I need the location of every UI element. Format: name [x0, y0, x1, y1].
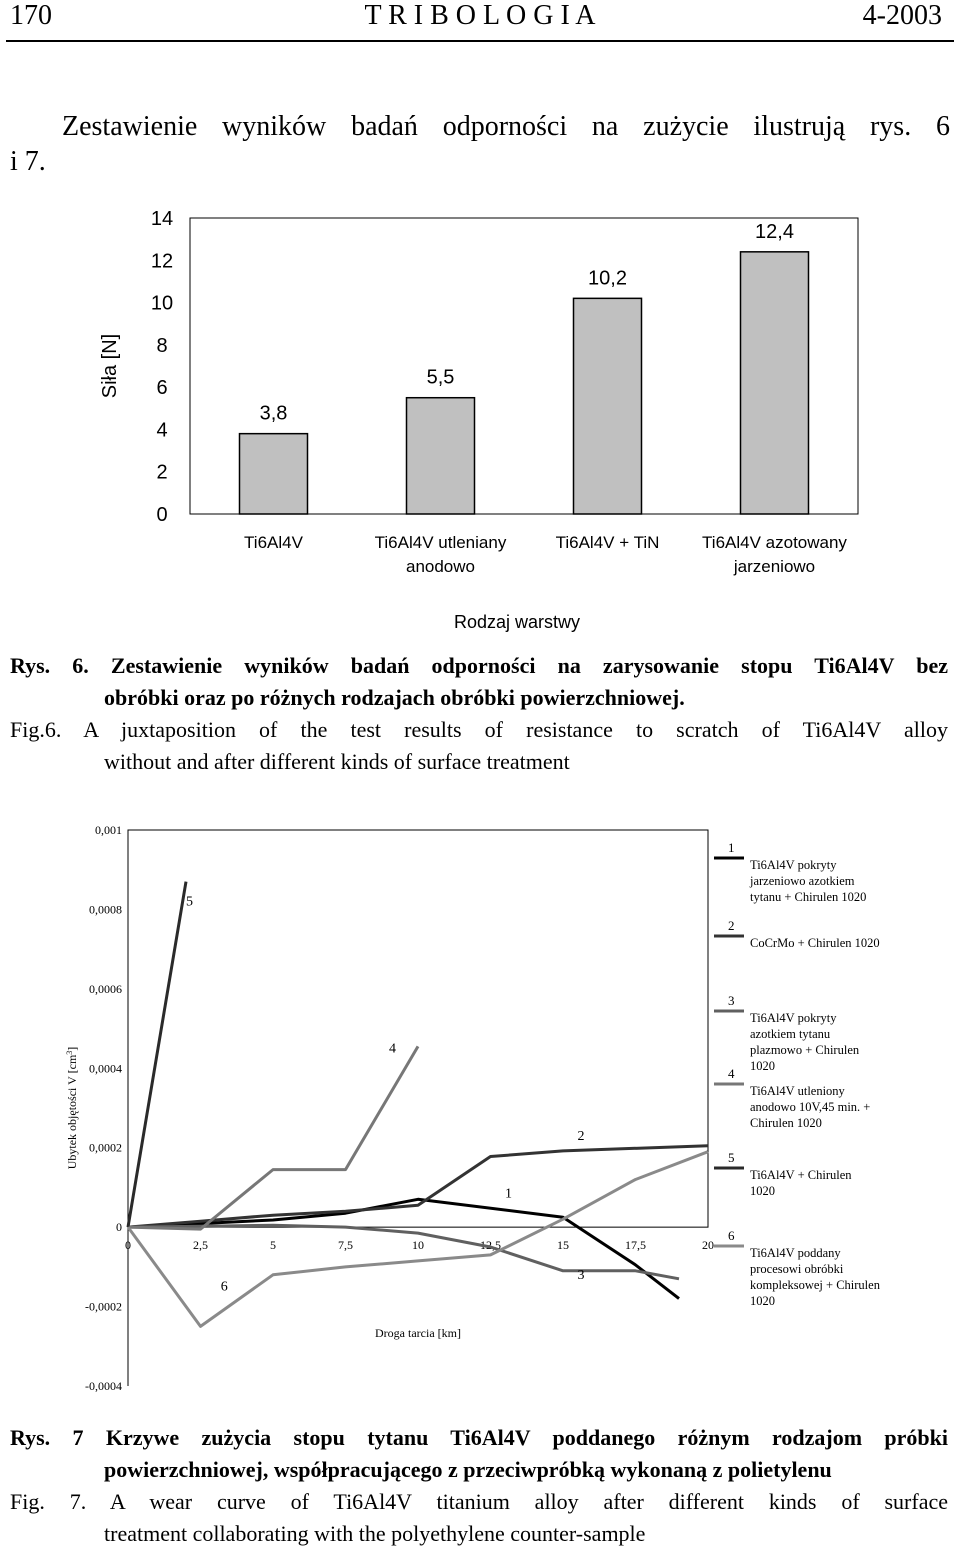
caption6-en-line1 [10, 714, 948, 746]
legend-label-3: Ti6Al4V pokryty [750, 1011, 837, 1025]
legend-label-6: Ti6Al4V poddany [750, 1246, 841, 1260]
legend-label-6: 1020 [750, 1294, 775, 1308]
bar [741, 252, 809, 514]
x-tick-label: anodowo [405, 557, 476, 576]
caption7-en-label: Fig. 7. [10, 1489, 87, 1514]
y-tick-label: 0,001 [95, 823, 122, 837]
legend-label-4: Chirulen 1020 [750, 1116, 822, 1130]
y-tick-label: 0,0008 [89, 902, 122, 917]
legend-label-5: Ti6Al4V + Chirulen [750, 1168, 852, 1182]
bar-value-label: 5,5 [426, 366, 455, 389]
caption7-pl-text1: Krzywe zużycia stopu tytanu Ti6Al4V poddanego różnym rodzajom próbki [105, 1425, 948, 1450]
x-tick-label: 20 [702, 1238, 714, 1253]
x-tick-label: 5 [270, 1238, 276, 1253]
legend-number-6: 6 [728, 1228, 735, 1243]
legend-label-1: Ti6Al4V pokryty [750, 858, 837, 872]
x-tick-label: 7,5 [338, 1238, 353, 1253]
caption6-pl-text1: Zestawienie wyników badań odporności na zarysowanie stopu Ti6Al4V bez [110, 653, 948, 678]
intro-line-1: Zestawienie wyników badań odporności na zużycie ilustrują rys. 6 [62, 111, 950, 142]
y-tick-label: -0,0004 [85, 1379, 122, 1393]
series-line-3 [128, 1225, 679, 1279]
legend-number-2: 2 [728, 918, 735, 933]
caption7-en-text1: A wear curve of Ti6Al4V titanium alloy after different kinds of surface [109, 1489, 949, 1514]
caption7-en-line2: treatment collaborating with the polyethylene counter-sample [104, 1521, 646, 1546]
caption7-pl-line2: powierzchniowej, współpracującego z przeciwpróbką wykonaną z polietylenu [104, 1457, 832, 1482]
series-line-5 [128, 882, 186, 1228]
bar-chart [0, 200, 960, 640]
line-chart [0, 810, 960, 1410]
curve-label-5: 5 [186, 894, 193, 910]
bar-value-label: 12,4 [755, 220, 794, 243]
y-tick-label: 4 [156, 419, 168, 442]
x-tick-label: 2,5 [193, 1238, 208, 1253]
legend-label-6: kompleksowej + Chirulen [750, 1278, 880, 1292]
legend-label-3: 1020 [750, 1059, 775, 1073]
figure-6-caption [10, 650, 948, 778]
legend-label-1: jarzeniowo azotkiem [750, 874, 855, 888]
curve-label-3: 3 [577, 1267, 585, 1283]
x-axis-label: Rodzaj warstwy [453, 612, 581, 632]
legend-label-2: CoCrMo + Chirulen 1020 [750, 936, 880, 950]
y-tick-label: 14 [150, 208, 174, 230]
caption6-pl-line2: obróbki oraz po różnych rodzajach obróbki powierzchniowej. [104, 685, 685, 710]
legend-label-4: Ti6Al4V utleniony [750, 1084, 845, 1098]
caption7-pl-label: Rys. 7 [10, 1425, 84, 1450]
legend-label-3: plazmowo + Chirulen [750, 1043, 860, 1057]
legend-label-1: tytanu + Chirulen 1020 [750, 890, 867, 904]
x-tick-label: 0 [125, 1238, 131, 1253]
y-axis-label: Ubytek objętości V $[cm^3]$ [64, 1046, 79, 1170]
x-tick-label: 10 [412, 1238, 424, 1253]
series-line-1 [128, 1199, 679, 1298]
series-line-4 [128, 1046, 418, 1229]
legend-number-5: 5 [728, 1150, 735, 1165]
x-tick-label: 17,5 [625, 1238, 646, 1253]
caption6-en-text1: A juxtaposition of the test results of resistance to scratch of Ti6Al4V alloy [83, 717, 948, 742]
bar [407, 398, 475, 514]
y-tick-label: 0,0002 [89, 1140, 122, 1155]
y-tick-label: 0 [116, 1220, 122, 1235]
caption6-en-label: Fig.6. [10, 717, 62, 742]
page-number: 170 [10, 0, 52, 31]
legend-label-6: procesowi obróbki [750, 1262, 844, 1276]
curve-label-4: 4 [389, 1041, 396, 1057]
y-tick-label: 6 [156, 377, 168, 400]
x-tick-label: 15 [557, 1238, 569, 1253]
header-rule [6, 40, 954, 42]
bar-value-label: 3,8 [259, 402, 288, 425]
legend-number-4: 4 [728, 1066, 735, 1081]
figure-7-caption [10, 1422, 948, 1550]
x-tick-label: Ti6Al4V + TiN [555, 533, 660, 552]
y-tick-label: 0,0004 [89, 1061, 122, 1076]
x-tick-label: jarzeniowo [733, 557, 816, 576]
y-tick-label: 0 [156, 504, 168, 526]
y-tick-label: 8 [156, 334, 168, 357]
legend-label-5: 1020 [750, 1184, 775, 1198]
caption6-en-line2: without and after different kinds of surface treatment [104, 749, 570, 774]
plot-frame [128, 830, 708, 1227]
x-axis-label: Droga tarcia [km] [375, 1326, 461, 1340]
legend-number-3: 3 [728, 993, 735, 1008]
legend-label-3: azotkiem tytanu [750, 1027, 831, 1041]
y-tick-label: 2 [156, 461, 168, 484]
caption6-pl-label: Rys. 6. [10, 653, 89, 678]
caption6-pl-line1 [10, 650, 948, 682]
bar-value-label: 10,2 [588, 267, 627, 290]
caption7-pl-line1 [10, 1422, 948, 1454]
y-tick-label: -0,0002 [85, 1299, 122, 1314]
y-tick-label: 12 [150, 250, 174, 273]
caption7-en-line1 [10, 1486, 948, 1518]
y-axis-label: Siła [N] [99, 333, 121, 399]
x-tick-label: Ti6Al4V azotowany [702, 533, 847, 552]
bar [240, 434, 308, 514]
curve-label-1: 1 [505, 1186, 512, 1202]
intro-line-2: i 7. [10, 146, 46, 177]
y-tick-label: 10 [150, 292, 174, 315]
legend-number-1: 1 [728, 840, 735, 855]
x-tick-label: 12,5 [480, 1238, 501, 1253]
journal-issue: 4-2003 [862, 0, 942, 31]
legend-label-4: anodowo 10V,45 min. + [750, 1100, 871, 1114]
curve-label-2: 2 [577, 1128, 585, 1144]
bar [574, 298, 642, 514]
y-tick-label: 0,0006 [89, 981, 122, 996]
x-tick-label: Ti6Al4V [244, 533, 303, 552]
journal-title: T R I B O L O G I A [364, 0, 596, 31]
x-tick-label: Ti6Al4V utleniany [374, 533, 507, 552]
curve-label-6: 6 [220, 1279, 228, 1295]
